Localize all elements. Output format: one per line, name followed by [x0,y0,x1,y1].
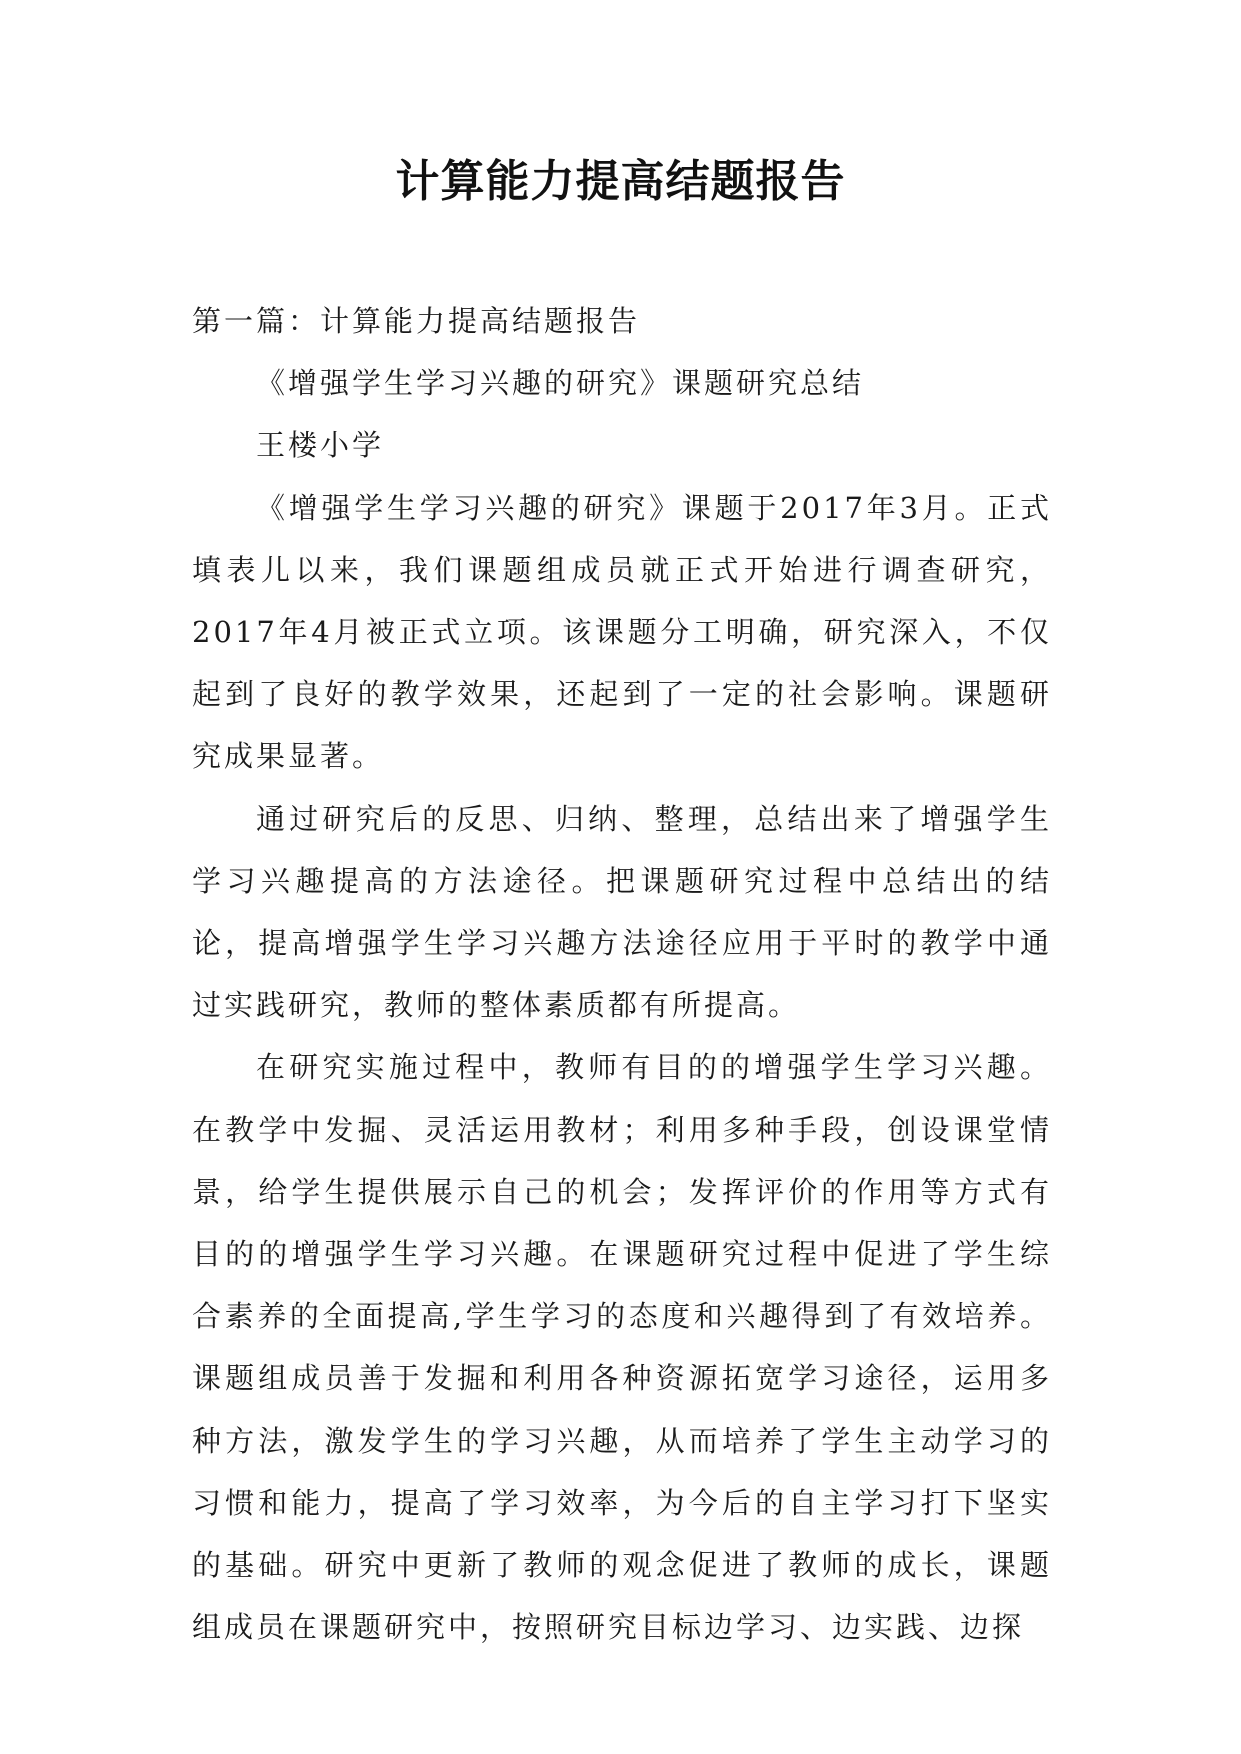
body-paragraph: 《增强学生学习兴趣的研究》课题于2017年3月。正式填表儿以来，我们课题组成员就正式开始进行调查研究，2017年4月被正式立项。该课题分工明确，研究深入，不仅起到了良好的教学效果，还起到了一定的社会影响。课题研究成果显著。 [192,490,1052,774]
document-title: 计算能力提高结题报告 [395,156,846,207]
report-subtitle: 《增强学生学习兴趣的研究》课题研究总结 [256,366,865,401]
body-paragraph: 通过研究后的反思、归纳、整理，总结出来了增强学生学习兴趣提高的方法途径。把课题研究过程中总结出的结论，提高增强学生学习兴趣方法途径应用于平时的教学中通过实践研究，教师的整体素质都有所提高。 [192,801,1052,1023]
school-name: 王楼小学 [256,428,385,463]
section-heading: 第一篇：计算能力提高结题报告 [192,304,641,338]
document-body [192,290,1052,1658]
body-paragraph: 在研究实施过程中，教师有目的的增强学生学习兴趣。在教学中发掘、灵活运用教材；利用多种手段，创设课堂情景，给学生提供展示自己的机会；发挥评价的作用等方式有目的的增强学生学习兴趣。在课题研究过程中促进了学生综合素养的全面提高,学生学习的态度和兴趣得到了有效培养。课题组成员善于发掘和利用各种资源拓宽学习途径，运用多种方法，激发学生的学习兴趣，从而培养了学生主动学习的习惯和能力，提高了学习效率，为今后的自主学习打下坚实的基础。研究中更新了教师的观念促进了教师的成长，课题组成员在课题研究中，按照研究目标边学习、边实践、边探 [192,1050,1052,1645]
